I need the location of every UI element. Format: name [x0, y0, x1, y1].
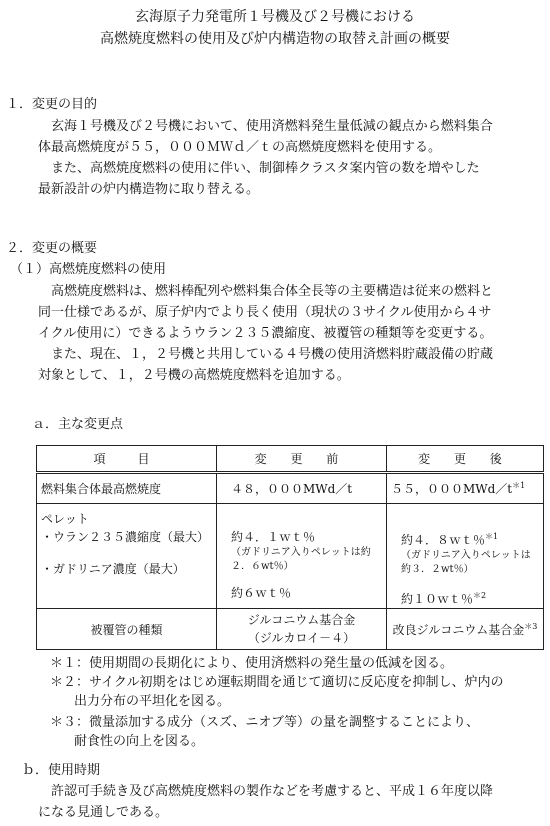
- footnote-3: ＊３：微量添加する成分（スズ、ニオブ等）の量を調整することにより、: [50, 715, 480, 730]
- table-row: [37, 473, 544, 504]
- cell-item: ペレット ・ウラン２３５濃縮度（最大） ・ガドリニア濃度（最大）: [37, 504, 217, 609]
- footnote-3-cont: 耐食性の向上を図る。: [74, 734, 205, 749]
- cell-before: 約４．１ｗｔ％ （ガドリニア入りペレットは約２．６wt％） 約６ｗｔ％: [217, 504, 387, 609]
- timing-body: 許認可手続き及び高燃焼度燃料の製作などを考慮すると、平成１６年度以降 になる見通しである。: [38, 784, 494, 820]
- cell-after: ５５，$000MWd/t^{*1}$: [387, 473, 544, 504]
- footnote-2: ＊２：サイクル初期をはじめ運転期間を通じて適切に反応度を抑制し、炉内の: [50, 675, 504, 690]
- doc-title-line1: 玄海原子力発電所１号機及び２号機における: [135, 9, 415, 25]
- cell-item: 被覆管の種類: [37, 609, 217, 650]
- footnote-2-cont: 出力分布の平坦化を図る。: [74, 694, 231, 709]
- subsection-1-body: 高燃焼度燃料は、燃料棒配列や燃料集合体全長等の主要構造は従来の燃料と 同一仕様であるが、原子炉内でより長く使用（現状の３サイクル使用から４サ イクル使用に）できるようウラン２３５濃縮度、被覆管の種類等を変更する。 また、現在、１，２号機と共用している４号機の使用済燃料貯蔵設備の貯蔵 対象として、１，２号機の高燃焼度燃料を追加する。: [38, 284, 494, 383]
- changes-table: [36, 445, 544, 650]
- header-after: 変 更 後: [387, 446, 544, 473]
- cell-after: 約４．８ｗｔ％$^{*1}$ （ガドリニア入りペレットは約３．２wt％） 約１０ｗｔ％$^{*2}$: [387, 504, 544, 609]
- section-2-heading: ２．変更の概要: [6, 241, 98, 256]
- doc-title-line2: 高燃焼度燃料の使用及び炉内構造物の取替え計画の概要: [100, 31, 450, 47]
- cell-before: ４８，０００MWd／t: [217, 473, 387, 504]
- header-item: 項 目: [37, 446, 217, 473]
- cell-item: 燃料集合体最高燃焼度: [37, 473, 217, 504]
- table-header-row: [37, 446, 544, 473]
- cell-before: ジルコニウム基合金 （ジルカロイ－４）: [217, 609, 387, 650]
- table-row: [37, 504, 544, 609]
- subsection-1-heading: （１）高燃焼度燃料の使用: [10, 262, 167, 277]
- changes-heading: ａ．主な変更点: [32, 417, 124, 432]
- cell-after: 改良ジルコニウム基合金$^{*3}$: [387, 609, 544, 650]
- section-1-heading: １．変更の目的: [6, 97, 98, 112]
- section-1-body: 玄海１号機及び２号機において、使用済燃料発生量低減の観点から燃料集合 体最高燃焼度が５５，０００ＭＷｄ／ｔの高燃焼度燃料を使用する。 また、高燃焼度燃料の使用に伴い、制御棒クラスタ案内管の数を増やした 最新設計の炉内構造物に取り替える。: [38, 119, 493, 197]
- header-before: 変 更 前: [217, 446, 387, 473]
- footnote-1: ＊１：使用期間の長期化により、使用済燃料の発生量の低減を図る。: [50, 656, 454, 671]
- timing-heading: ｂ．使用時期: [22, 763, 101, 778]
- table-row: [37, 609, 544, 650]
